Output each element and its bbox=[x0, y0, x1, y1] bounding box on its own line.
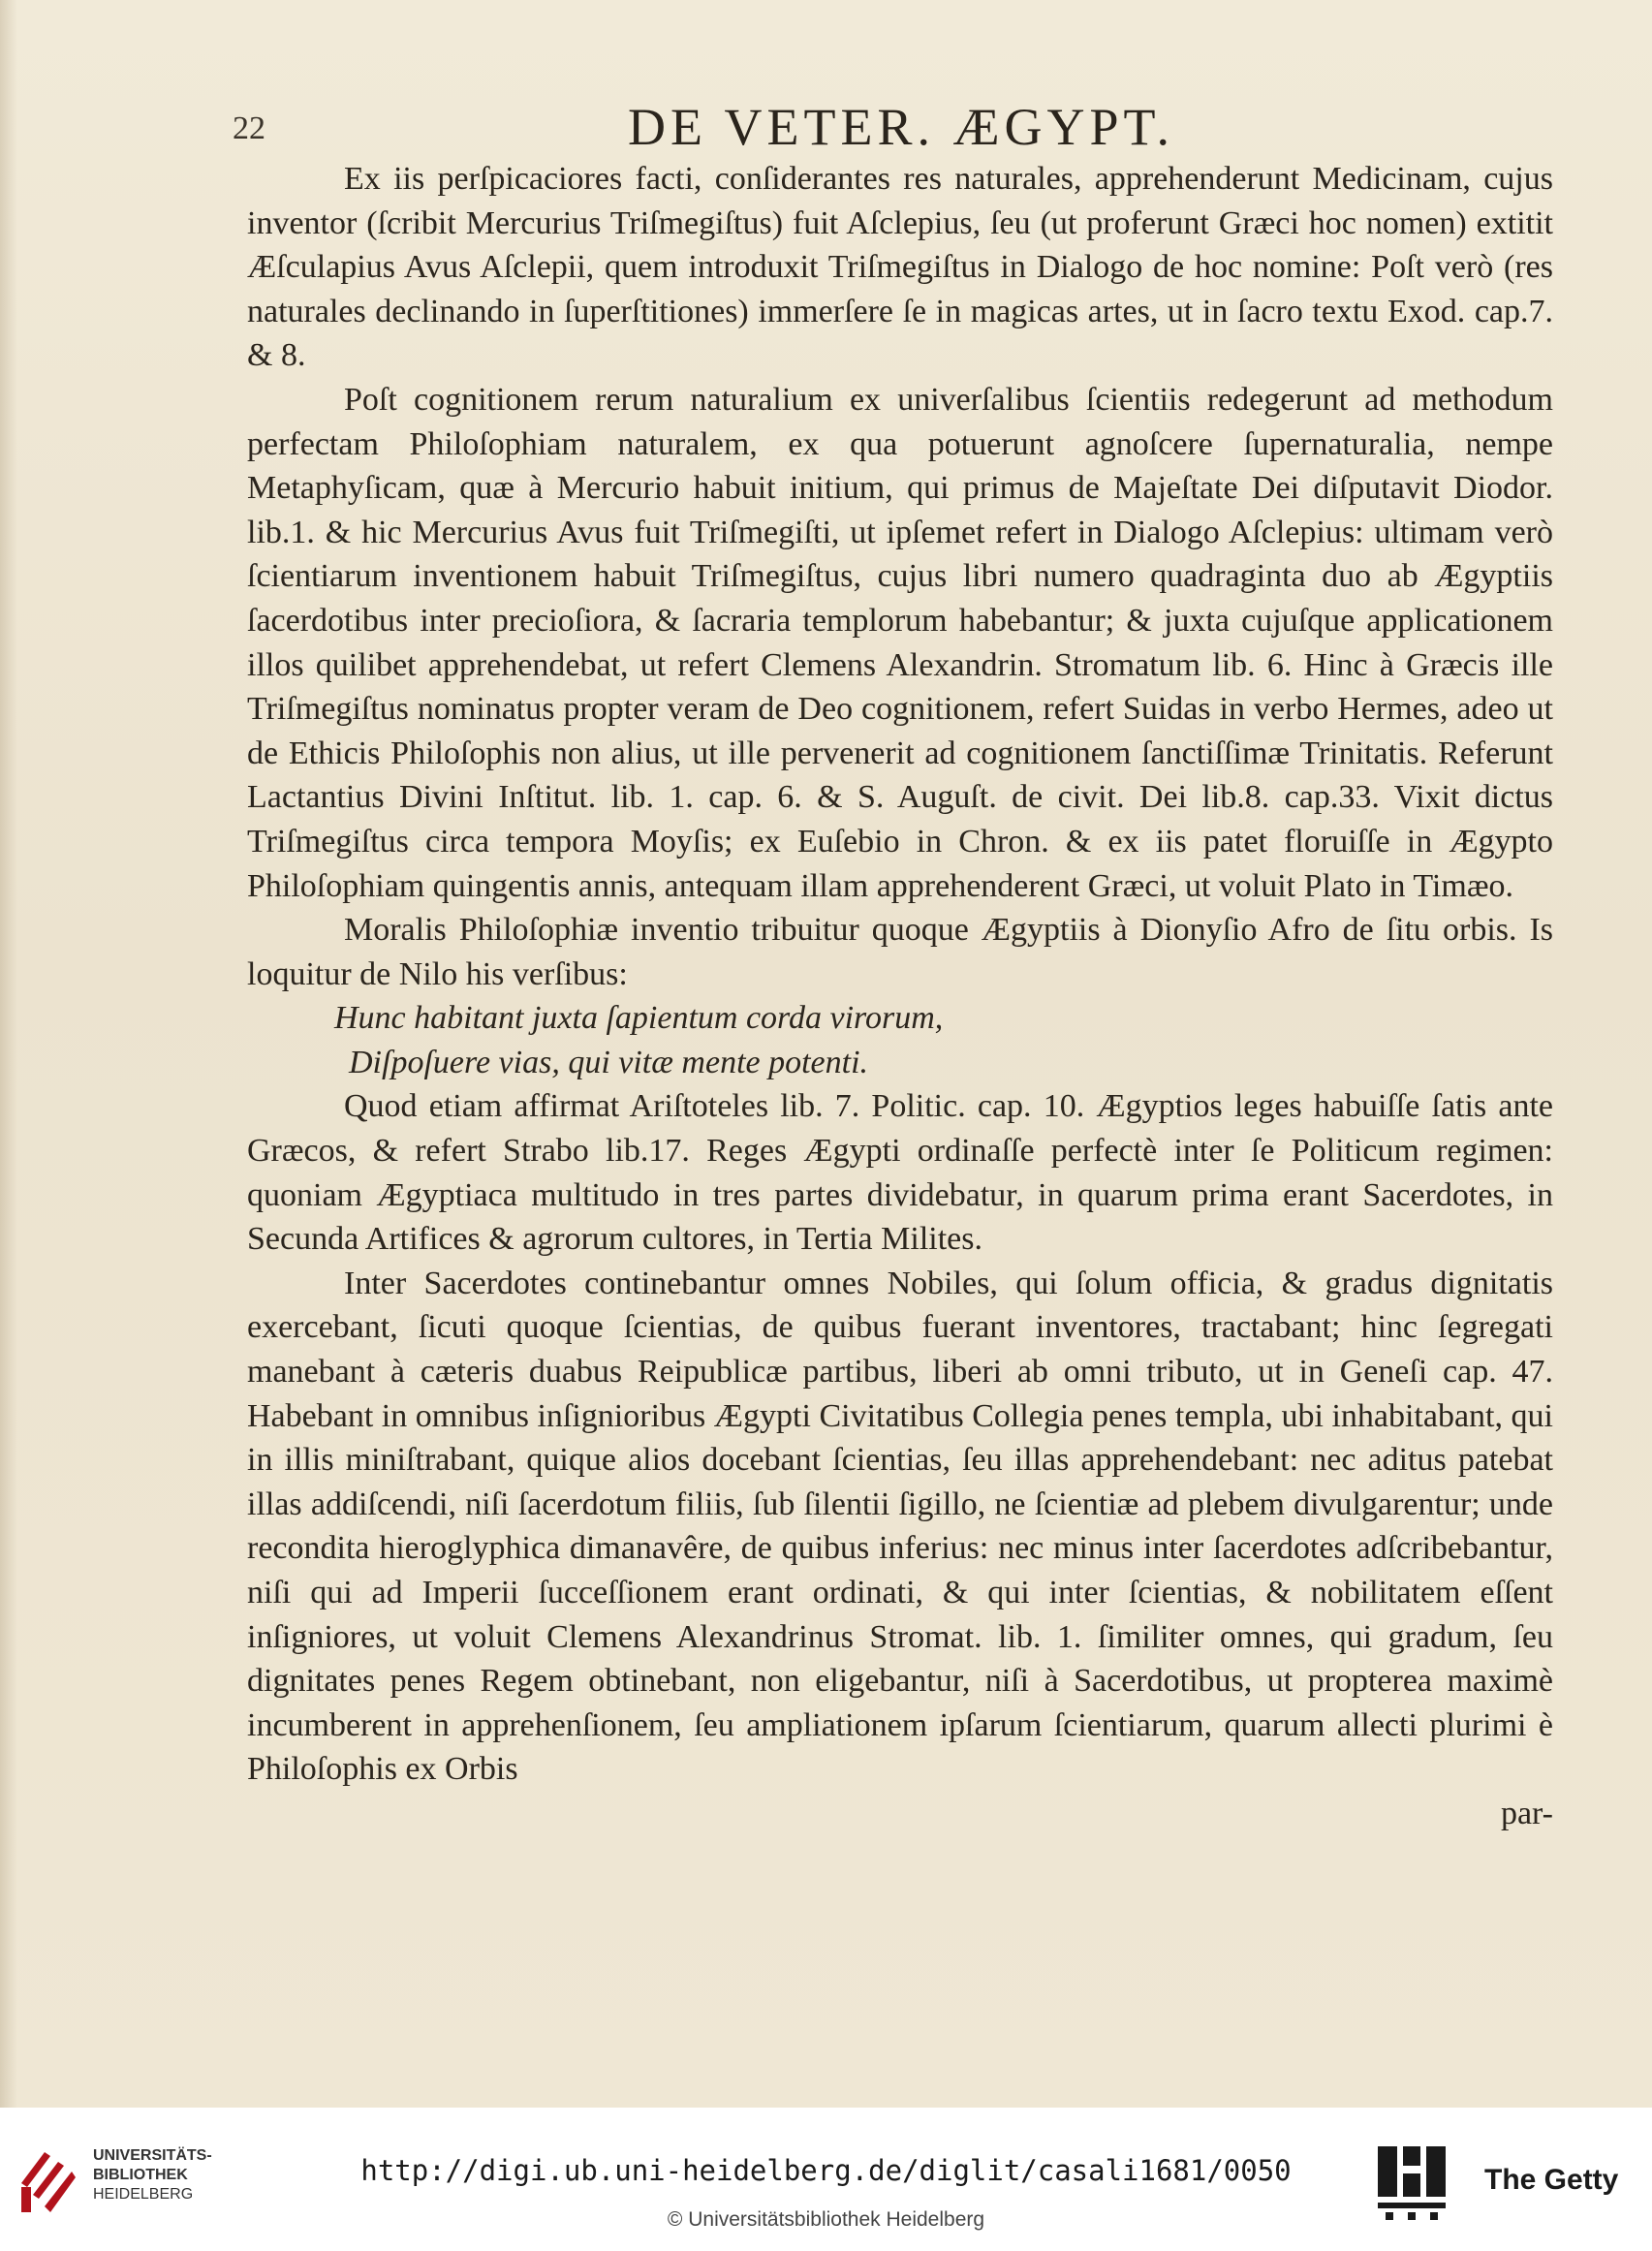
permalink-url[interactable]: http://digi.ub.uni-heidelberg.de/diglit/casali1681/0050 bbox=[360, 2154, 1292, 2187]
library-name-line1: UNIVERSITÄTS- bbox=[93, 2147, 212, 2164]
paragraph-3: Moralis Philoſophiæ inventio tribuitur quoque Ægyptiis à Dionyſio Afro de ſitu orbis. Is loquitur de Nilo his verſibus: bbox=[247, 912, 1553, 992]
copyright-notice: © Universitätsbibliothek Heidelberg bbox=[667, 2208, 985, 2231]
viewer-footer bbox=[0, 2108, 1652, 2251]
verse-line-1: Hunc habitant juxta ſapientum corda virorum, bbox=[334, 1000, 944, 1037]
paragraph-2: Poſt cognitionem rerum naturalium ex univerſalibus ſcientiis redegerunt ad methodum perfectam Philoſophiam naturalem, ex qua potuerunt agnoſcere ſupernaturalia, nempe Metaphyſicam, quæ à Mercurio habuit initium, qui primus de Majeſtate Dei diſputavit Diodor. lib.1. & hic Mercurius Avus fuit Triſmegiſti, ut ipſemet refert in Dialogo Aſclepius: ultimam verò ſcientiarum inventionem habuit Triſmegiſtus, cujus libri numero quadraginta duo ab Ægyptiis ſacerdotibus inter precioſiora, & ſacraria templorum habebantur; & juxta cujuſque applicationem illos quilibet apprehendebat, ut refert Clemens Alexandrin. Stromatum lib. 6. Hinc à Græcis ille Triſmegiſtus nominatus propter veram de Deo cognitionem, refert Suidas in verbo Hermes, adeo ut de Ethicis Philoſophis non alius, ut ille pervenerit ad cognitionem ſanctiſſimæ Trinitatis. Referunt Lactantius Divini Inſtitut. lib. 1. cap. 6. & S. Auguſt. de civit. Dei lib.8. cap.33. Vixit dictus Triſmegiſtus circa tempora Moyſis; ex Euſebio in Chron. & ex iis patet floruiſſe in Ægypto Philoſophiam quingentis annis, antequam illam apprehenderent Græci, ut voluit Plato in Timæo. bbox=[247, 381, 1553, 904]
paragraph-1: Ex iis perſpicaciores facti, conſiderantes res naturales, apprehenderunt Medicinam, cujus inventor (ſcribit Mercurius Triſmegiſtus) fuit Aſclepius, ſeu (ut proferunt Græci hoc nomen) extitit Æſculapius Avus Aſclepii, quem introduxit Triſmegiſtus in Dialogo de hoc nomine: Poſt verò (res naturales declinando in ſuperſtitiones) immerſere ſe in magicas artes, ut in ſacro textu Exod. cap.7. & 8. bbox=[247, 161, 1553, 374]
page-body bbox=[247, 157, 1553, 1836]
page-number: 22 bbox=[233, 110, 265, 146]
page-header bbox=[233, 97, 1570, 165]
verse-line-2: Diſpoſuere vias, qui vitæ mente potenti. bbox=[349, 1044, 869, 1080]
paragraph-5: Inter Sacerdotes continebantur omnes Nobiles, qui ſolum officia, & gradus dignitatis exercebant, ſicuti quoque ſcientias, de quibus fuerant inventores, tractabant; hinc ſegregati manebant à cæteris duabus Reipublicæ partibus, liberi ab omni tributo, ut in Geneſi cap. 47. Habebant in omnibus inſignioribus Ægypti Civitatibus Collegia penes templa, ubi inhabitabant, qui in illis miniſtrabant, quique alios docebant ſcientias, ſeu illas apprehendebant: nec aditus patebat illas addiſcendi, niſi ſacerdotum filiis, ſub ſilentii ſigillo, ne ſcientiæ ad plebem divulgarentur; unde recondita hieroglyphica dimanavêre, de quibus inferius: nec minus inter ſacerdotes adſcribebantur, niſi qui ad Imperii ſucceſſionem erant ordinati, & qui inter ſcientias, & nobilitatem eſſent inſigniores, ut voluit Clemens Alexandrinus Stromat. lib. 1. ſimiliter omnes, qui gradum, ſeu dignitates penes Regem obtinebant, non eligebantur, niſi à Sacerdotibus, ut propterea maximè incumberent in apprehenſionem, ſeu ampliationem ipſarum ſcientiarum, quarum allecti plurimi è Philoſophis ex Orbis bbox=[247, 1265, 1553, 1788]
catchword: par- bbox=[1500, 1795, 1553, 1831]
library-name-line3: HEIDELBERG bbox=[93, 2186, 194, 2203]
paragraph-4: Quod etiam affirmat Ariſtoteles lib. 7. Politic. cap. 10. Ægyptios leges habuiſſe ſatis ante Græcos, & refert Strabo lib.17. Reges Ægypti ordinaſſe perfectè inter ſe Politicum regimen: quoniam Ægyptiaca multitudo in tres partes dividebatur, in quarum prima erant Sacerdotes, in Secunda Artifices & agrorum cultores, in Tertia Milites. bbox=[247, 1088, 1553, 1258]
getty-logo-icon bbox=[1376, 2144, 1448, 2220]
page-edge-shadow bbox=[0, 0, 17, 2108]
running-head: DE VETER. ÆGYPT. bbox=[628, 98, 1174, 156]
library-name-line2: BIBLIOTHEK bbox=[93, 2167, 188, 2183]
partner-name: The Getty bbox=[1484, 2164, 1619, 2196]
